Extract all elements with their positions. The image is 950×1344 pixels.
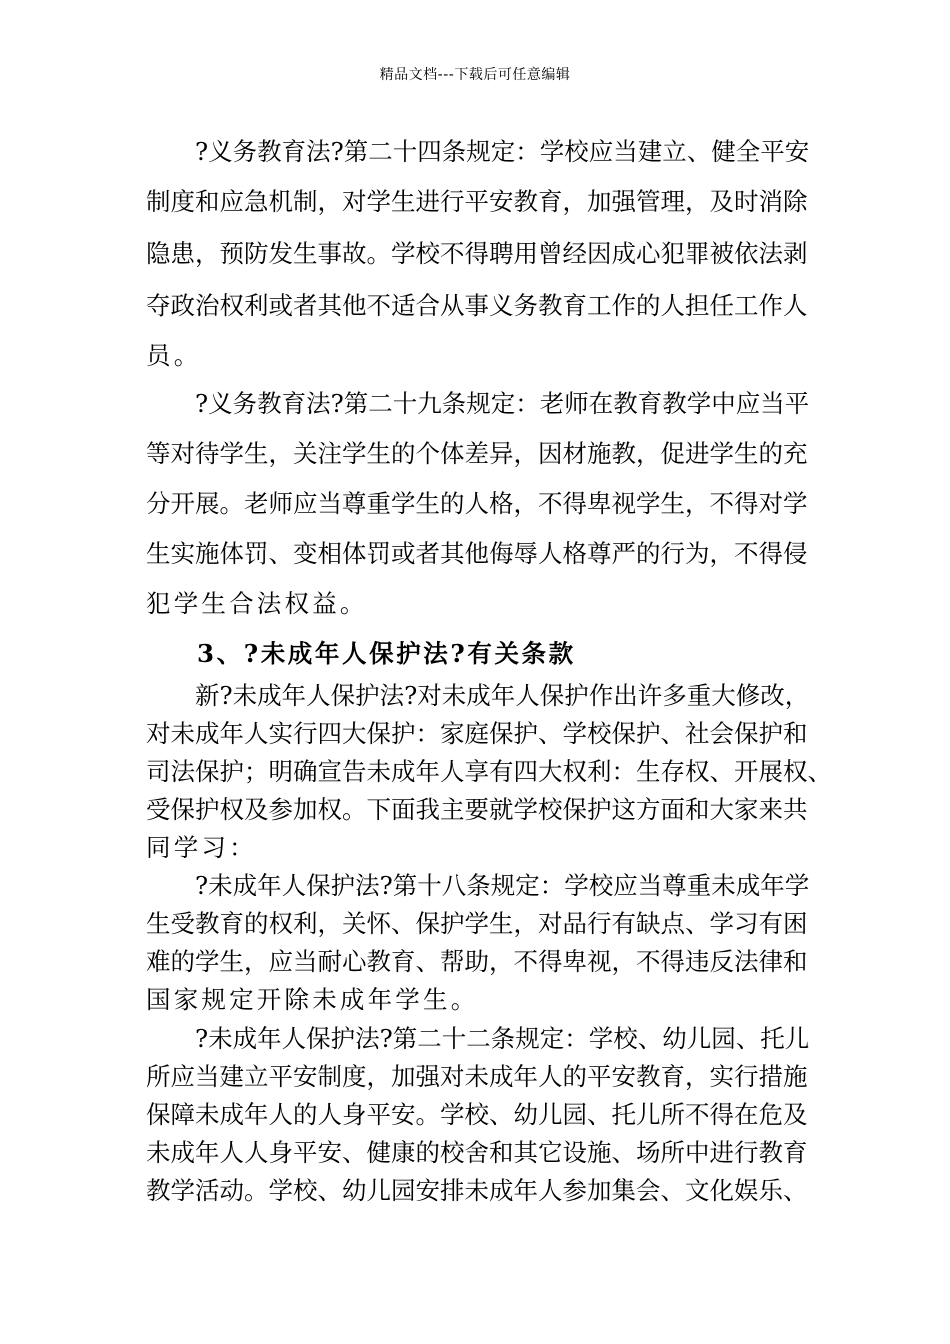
paragraph-line: ?未成年人保护法?第十八条规定：学校应当尊重未成年学	[195, 871, 810, 900]
paragraph-line: 教学活动。学校、幼儿园安排未成年人参加集会、文化娱乐、	[146, 1176, 808, 1205]
paragraph-line: 隐患，预防发生事故。学校不得聘用曾经因成心犯罪被依法剥	[146, 239, 808, 268]
paragraph-line: 所应当建立平安制度，加强对未成年人的平安教育，实行措施	[146, 1062, 808, 1091]
paragraph-line: 新?未成年人保护法?对未成年人保护作出许多重大修改，	[195, 681, 810, 710]
paragraph-line: 对未成年人实行四大保护：家庭保护、学校保护、社会保护和	[146, 719, 808, 748]
paragraph-line: 分开展。老师应当尊重学生的人格，不得卑视学生，不得对学	[146, 489, 808, 518]
paragraph-line: 难的学生，应当耐心教育、帮助，不得卑视，不得违反法律和	[146, 947, 808, 976]
paragraph-line: 生受教育的权利，关怀、保护学生，对品行有缺点、学习有困	[146, 909, 808, 938]
paragraph-line: ?未成年人保护法?第二十二条规定：学校、幼儿园、托儿	[195, 1024, 810, 1053]
section-heading: 3、?未成年人保护法?有关条款	[197, 639, 576, 668]
paragraph-line: 制度和应急机制，对学生进行平安教育，加强管理，及时消除	[146, 187, 808, 216]
paragraph-line: 未成年人人身平安、健康的校舍和其它设施、场所中进行教育	[146, 1138, 808, 1167]
paragraph-line: 犯学生合法权益。	[146, 589, 368, 618]
paragraph-line: 等对待学生，关注学生的个体差异，因材施教，促进学生的充	[146, 439, 808, 468]
paragraph-line: 保障未成年人的人身平安。学校、幼儿园、托儿所不得在危及	[146, 1100, 808, 1129]
paragraph-line: 司法保护；明确宣告未成年人享有四大权利：生存权、开展权、	[146, 757, 832, 786]
paragraph-line: 受保护权及参加权。下面我主要就学校保护这方面和大家来共	[146, 795, 808, 824]
paragraph-line: 同学习：	[146, 833, 257, 862]
paragraph-line: ?义务教育法?第二十九条规定：老师在教育教学中应当平	[195, 389, 810, 418]
paragraph-line: 员。	[146, 341, 202, 370]
page-header: 精品文档---下载后可任意编辑	[379, 67, 571, 83]
paragraph-line: 夺政治权利或者其他不适合从事义务教育工作的人担任工作人	[146, 291, 808, 320]
paragraph-line: 国家规定开除未成年学生。	[146, 985, 479, 1014]
paragraph-line: ?义务教育法?第二十四条规定：学校应当建立、健全平安	[195, 137, 810, 166]
paragraph-line: 生实施体罚、变相体罚或者其他侮辱人格尊严的行为，不得侵	[146, 539, 808, 568]
